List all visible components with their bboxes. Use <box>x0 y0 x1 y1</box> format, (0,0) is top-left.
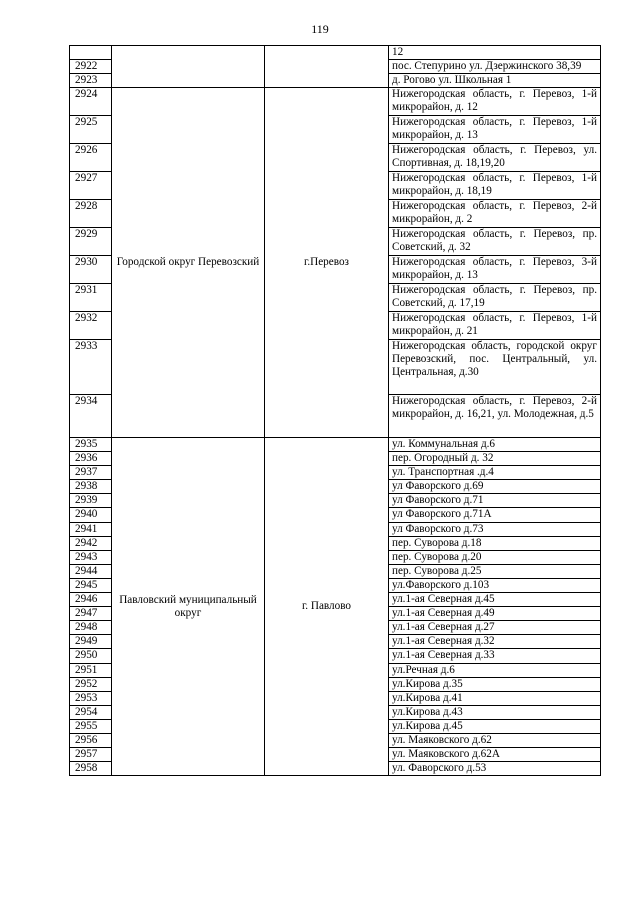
address-cell: пер. Суворова д.20 <box>389 550 601 564</box>
district-cell: Павловский муниципальный округ <box>112 438 265 776</box>
address-cell: ул.1-ая Северная д.49 <box>389 607 601 621</box>
row-number: 2932 <box>70 312 112 340</box>
address-cell: пер. Суворова д.18 <box>389 536 601 550</box>
table-row <box>70 46 601 60</box>
row-number: 2934 <box>70 395 112 438</box>
row-number <box>70 46 112 60</box>
address-cell: Нижегородская область, г. Перевоз, ул. Спортивная, д. 18,19,20 <box>389 144 601 172</box>
address-cell: Нижегородская область, г. Перевоз, 2-й микрорайон, д. 2 <box>389 200 601 228</box>
address-cell: ул. Маяковского д.62А <box>389 748 601 762</box>
row-number: 2930 <box>70 256 112 284</box>
row-number: 2954 <box>70 705 112 719</box>
table-row <box>70 88 601 116</box>
district-cell <box>112 46 265 88</box>
row-number: 2949 <box>70 635 112 649</box>
row-number: 2952 <box>70 677 112 691</box>
address-cell: Нижегородская область, г. Перевоз, 2-й микрорайон, д. 16,21, ул. Молодежная, д.5 <box>389 395 601 438</box>
table-row <box>70 438 601 452</box>
row-number: 2955 <box>70 719 112 733</box>
address-cell: пер. Суворова д.25 <box>389 564 601 578</box>
address-cell: ул.Кирова д.43 <box>389 705 601 719</box>
row-number: 2922 <box>70 60 112 74</box>
row-number: 2939 <box>70 494 112 508</box>
row-number: 2927 <box>70 172 112 200</box>
address-cell: ул. Фаворского д.53 <box>389 762 601 776</box>
address-cell: ул. Коммунальная д.6 <box>389 438 601 452</box>
address-cell: Нижегородская область, г. Перевоз, 1-й микрорайон, д. 13 <box>389 116 601 144</box>
address-cell: ул Фаворского д.71 <box>389 494 601 508</box>
address-cell: ул Фаворского д.71А <box>389 508 601 522</box>
address-cell: ул. Маяковского д.62 <box>389 733 601 747</box>
address-cell: ул.Фаворского д.103 <box>389 578 601 592</box>
row-number: 2943 <box>70 550 112 564</box>
row-number: 2947 <box>70 607 112 621</box>
address-cell: ул.1-ая Северная д.33 <box>389 649 601 663</box>
row-number: 2941 <box>70 522 112 536</box>
row-number: 2956 <box>70 733 112 747</box>
row-number: 2923 <box>70 74 112 88</box>
address-cell: ул.1-ая Северная д.45 <box>389 593 601 607</box>
row-number: 2944 <box>70 564 112 578</box>
row-number: 2946 <box>70 593 112 607</box>
address-cell: ул. Транспортная .д.4 <box>389 466 601 480</box>
row-number: 2935 <box>70 438 112 452</box>
address-cell: ул Фаворского д.73 <box>389 522 601 536</box>
address-cell: Нижегородская область, г. Перевоз, пр. Советский, д. 32 <box>389 228 601 256</box>
address-cell: Нижегородская область, г. Перевоз, 3-й микрорайон, д. 13 <box>389 256 601 284</box>
district-cell: Городской округ Перевозский <box>112 88 265 438</box>
address-cell: ул.Кирова д.35 <box>389 677 601 691</box>
address-cell: ул.1-ая Северная д.32 <box>389 635 601 649</box>
address-cell: Нижегородская область, г. Перевоз, пр. Советский, д. 17,19 <box>389 284 601 312</box>
page-number: 119 <box>311 22 329 36</box>
address-cell: ул.1-ая Северная д.27 <box>389 621 601 635</box>
row-number: 2945 <box>70 578 112 592</box>
row-number: 2937 <box>70 466 112 480</box>
address-cell: ул Фаворского д.69 <box>389 480 601 494</box>
address-table <box>69 45 601 776</box>
row-number: 2931 <box>70 284 112 312</box>
row-number: 2933 <box>70 340 112 395</box>
row-number: 2953 <box>70 691 112 705</box>
address-cell: д. Рогово ул. Школьная 1 <box>389 74 601 88</box>
row-number: 2940 <box>70 508 112 522</box>
row-number: 2958 <box>70 762 112 776</box>
address-cell: Нижегородская область, г. Перевоз, 1-й микрорайон, д. 18,19 <box>389 172 601 200</box>
row-number: 2951 <box>70 663 112 677</box>
city-cell: г.Перевоз <box>265 88 389 438</box>
city-cell <box>265 46 389 88</box>
row-number: 2928 <box>70 200 112 228</box>
row-number: 2925 <box>70 116 112 144</box>
address-cell: ул.Кирова д.41 <box>389 691 601 705</box>
row-number: 2948 <box>70 621 112 635</box>
address-cell: 12 <box>389 46 601 60</box>
address-cell: Нижегородская область, г. Перевоз, 1-й микрорайон, д. 12 <box>389 88 601 116</box>
row-number: 2938 <box>70 480 112 494</box>
address-cell: пос. Степурино ул. Дзержинского 38,39 <box>389 60 601 74</box>
row-number: 2950 <box>70 649 112 663</box>
city-cell: г. Павлово <box>265 438 389 776</box>
address-cell: пер. Огородный д. 32 <box>389 452 601 466</box>
address-cell: ул.Кирова д.45 <box>389 719 601 733</box>
row-number: 2957 <box>70 748 112 762</box>
row-number: 2942 <box>70 536 112 550</box>
address-cell: Нижегородская область, г. Перевоз, 1-й микрорайон, д. 21 <box>389 312 601 340</box>
row-number: 2926 <box>70 144 112 172</box>
row-number: 2929 <box>70 228 112 256</box>
row-number: 2924 <box>70 88 112 116</box>
address-cell: ул.Речная д.6 <box>389 663 601 677</box>
row-number: 2936 <box>70 452 112 466</box>
address-cell: Нижегородская область, городской округ Перевозский, пос. Центральный, ул. Центральная, д.30 <box>389 340 601 395</box>
